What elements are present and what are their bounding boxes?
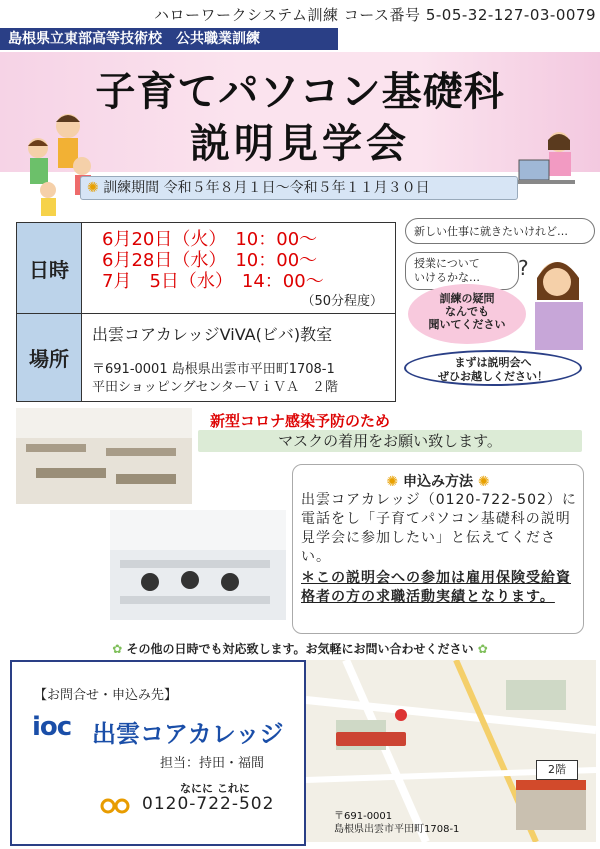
sunflower-icon: ✺ [477, 474, 490, 490]
contact-box [10, 660, 306, 846]
page-subtitle: 説明見学会 [190, 121, 410, 167]
worried-woman-illustration [515, 240, 595, 350]
application-instructions: 出雲コアカレッジ（0120-722-502）に電話をし「子育てパソコン基礎科の説明見学会に参加したい」と伝えてください。 [301, 492, 577, 565]
mask-request: マスクの着用をお願い致します。 [198, 430, 582, 452]
sun-icon: ✺ [87, 180, 99, 196]
thought-bubble-job: 新しい仕事に就きたいけれど… [405, 218, 595, 244]
place-row [17, 314, 395, 401]
schedule-table [16, 222, 396, 402]
place-building: 平田ショッピングセンターＶｉＶＡ ２階 [92, 380, 338, 395]
location-map [306, 660, 596, 842]
school-band: 島根県立東部高等技術校 公共職業訓練 [0, 28, 338, 50]
date-header: 日時 [17, 223, 82, 313]
application-note: ＊この説明会への参加は雇用保険受給資格者の方の求職活動実績となります。 [301, 570, 571, 605]
contact-heading: 【お問合せ・申込み先】 [34, 688, 178, 703]
course-number: ハローワークシステム訓練 コース番号 5-05-32-127-03-0079 [154, 6, 596, 24]
place-name: 出雲コアカレッジViVA(ビバ)教室 [92, 325, 333, 344]
woman-computer-illustration [515, 130, 595, 190]
clover-icon: ✿ [112, 642, 123, 656]
date-list: 6月20日（火） 10：00～ 6月28日（水） 10：00～ 7月 5日（水） 14：00～ [102, 229, 324, 292]
clover-icon: ✿ [477, 642, 488, 656]
training-period: ✺ 訓練期間 令和５年８月１日～令和５年１１月３０日 [80, 176, 518, 200]
call-to-action: まずは説明会へ ぜひお越しください！ [404, 350, 582, 386]
classroom-photo-1 [16, 408, 192, 504]
sunflower-icon: ✺ [386, 474, 399, 490]
freedial-icon [100, 798, 130, 814]
map-address: 〒691-0001 島根県出雲市平田町1708-1 [334, 811, 460, 835]
phone-tagline: なにに これに [180, 782, 250, 795]
logo-mark: ioc [32, 712, 72, 742]
place-header: 場所 [17, 314, 82, 401]
duration-note: （50分程度） [301, 294, 383, 309]
application-title: ✺ 申込み方法 ✺ [386, 474, 490, 490]
classroom-photo-2 [110, 510, 286, 620]
thought-bubble-class: 授業について いけるかな… [405, 252, 519, 290]
logo-name: 出雲コアカレッジ [92, 720, 284, 748]
phone-number[interactable]: 0120-722-502 [142, 794, 275, 814]
application-box [292, 464, 584, 634]
staff-names: 担当：持田・福間 [160, 756, 265, 771]
floor-label: 2階 [536, 760, 578, 780]
corona-heading: 新型コロナ感染予防のため [210, 412, 391, 430]
page-title: 子育てパソコン基礎科 [95, 69, 505, 115]
date-row [17, 223, 395, 314]
question-help-bubble: 訓練の疑問 なんでも 聞いてください [408, 284, 526, 344]
question-mark: ? [518, 256, 529, 280]
family-illustration [10, 108, 110, 218]
place-address: 〒691-0001 島根県出雲市平田町1708-1 [92, 362, 335, 377]
other-dates-note: ✿ その他の日時でも対応致します。お気軽にお問い合わせください ✿ [112, 642, 488, 656]
